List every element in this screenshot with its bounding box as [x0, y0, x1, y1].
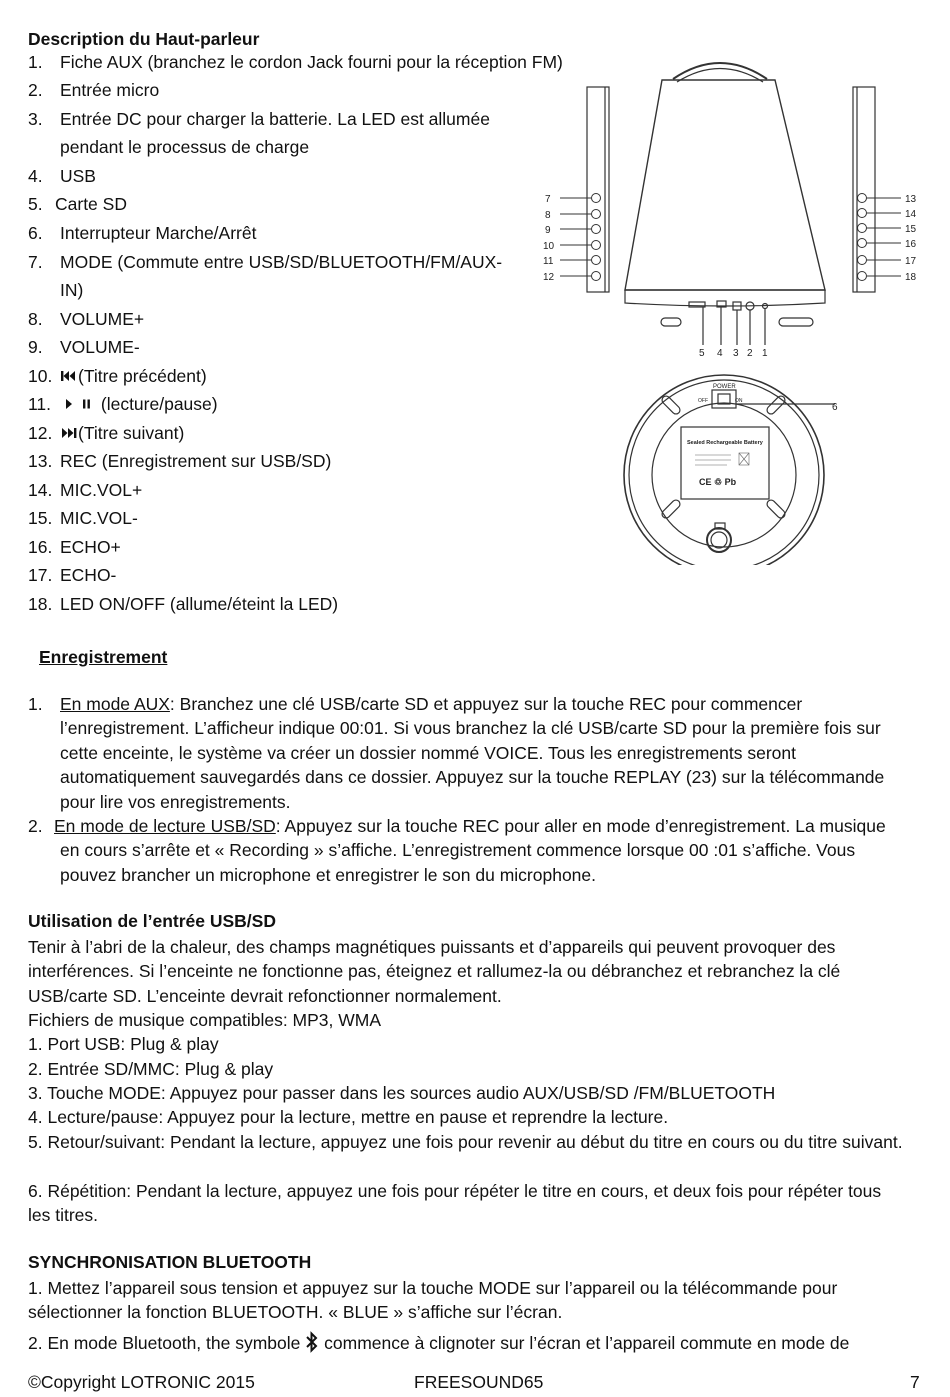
label-14: 14 [905, 209, 917, 220]
footer-copyright: ©Copyright LOTRONIC 2015 [28, 1372, 255, 1392]
list-number: 1. [28, 694, 43, 714]
list-text: pendant le processus de charge [60, 137, 310, 157]
right-buttons [858, 194, 902, 281]
previous-track-icon [60, 369, 78, 383]
list-number: 6. [28, 223, 43, 243]
list-text: Interrupteur Marche/Arrêt [60, 223, 257, 243]
list-text: ECHO- [60, 565, 117, 585]
right-labels [905, 194, 917, 283]
bluetooth-line-1: 1. Mettez l’appareil sous tension et appuyez sur la touche MODE sur l’appareil ou la télécommande pour sélectionner la fonction BLUETOOTH. « BLUE » s’affiche sur l’écran. [28, 1278, 838, 1323]
label-11: 11 [543, 256, 554, 267]
list-text: USB [60, 166, 96, 186]
list-text: VOLUME+ [60, 309, 145, 329]
list-number: 5. [28, 194, 43, 214]
battery-title: Sealed Rechargeable Battery [687, 440, 763, 446]
next-track-icon [60, 426, 78, 440]
list-number: 4. [28, 166, 43, 186]
paragraph-body [54, 814, 898, 887]
label-4: 4 [717, 348, 723, 359]
list-number: 13. [28, 451, 53, 471]
label-2: 2 [747, 348, 753, 359]
usb-line-1: 1. Port USB: Plug & play [28, 1034, 219, 1054]
label-16: 16 [905, 239, 917, 250]
list-number: 8. [28, 309, 43, 329]
usb-line-6: 6. Répétition: Pendant la lecture, appuyez une fois pour répéter le titre en cours, et deux fois pour répéter tous les titres. [28, 1181, 882, 1226]
power-switch [712, 390, 736, 408]
usb-sd-intro: Tenir à l’abri de la chaleur, des champs magnétiques puissants et d’appareils qui peuvent provoquer des interférences. Si l’enceinte ne fonctionne pas, éteignez et rallumez-la ou débranchez et rebranchez la clé USB/carte SD. L’enceinte devrait refonctionner normalement. [28, 937, 841, 1006]
speaker-bottom-view [624, 375, 835, 565]
label-1: 1 [762, 348, 768, 359]
list-number: 17. [28, 565, 53, 585]
label-12: 12 [543, 272, 555, 283]
list-text: Fiche AUX (branchez le cordon Jack fourni pour la réception FM) [60, 52, 563, 72]
list-text [60, 366, 207, 387]
bluetooth-line-2-start: 2. En mode Bluetooth, the symbole [28, 1333, 301, 1353]
paragraph-text: : Appuyez sur la touche REC pour aller en mode d’enregistrement. La musique en cours s’arrête et « Recording » s’affiche. L’enregistrement commence lorsque 00 :01 s’affiche. Vous pouvez brancher un microphone et enregistrer le son du microphone. [60, 816, 886, 885]
footer-model: FREESOUND65 [414, 1372, 544, 1392]
paragraph-body [60, 692, 898, 814]
list-text: MIC.VOL- [60, 508, 138, 528]
paragraph-text: : Branchez une clé USB/carte SD et appuyez sur la touche REC pour commencer l’enregistrement. L’afficheur indique 00:01. Si vous branchez la clé USB/carte SD pour la première fois sur cette enceinte, le système va créer un dossier nommé VOICE. Tous les enregistrements seront automatiquement sauvegardés dans ce dossier. Appuyez sur la touche REPLAY (23) sur la télécommande pour lire vos enregistrements. [60, 694, 885, 812]
list-number: 10. [28, 366, 53, 386]
battery-fine-print [695, 453, 749, 465]
off-text: OFF [698, 398, 708, 404]
on-text: ON [735, 398, 743, 404]
list-text: MODE (Commute entre USB/SD/BLUETOOTH/FM/AUX- [60, 252, 503, 272]
battery-marks: CE ♲ Pb [699, 477, 737, 487]
label-9: 9 [545, 225, 551, 236]
section-title-bluetooth: SYNCHRONISATION BLUETOOTH [28, 1252, 312, 1272]
list-number: 15. [28, 508, 53, 528]
bluetooth-icon [305, 1331, 319, 1353]
label-13: 13 [905, 194, 917, 205]
list-number: 11. [28, 394, 52, 414]
left-buttons [560, 194, 601, 281]
usb-line-5: 5. Retour/suivant: Pendant la lecture, appuyez une fois pour revenir au début du titre en cours ou du titre suivant. [28, 1132, 903, 1152]
underlined-term: En mode AUX [60, 694, 170, 714]
right-side-panel [853, 87, 875, 292]
power-text: POWER [713, 384, 736, 390]
list-text: Entrée micro [60, 80, 160, 100]
list-number: 9. [28, 337, 43, 357]
list-text: VOLUME- [60, 337, 140, 357]
list-number: 3. [28, 109, 43, 129]
list-text [64, 394, 218, 415]
list-number: 14. [28, 480, 53, 500]
label-3: 3 [733, 348, 739, 359]
footer-page-number: 7 [910, 1372, 920, 1392]
section-title-recording: Enregistrement [39, 647, 168, 667]
label-7: 7 [545, 194, 551, 205]
speaker-body [625, 80, 825, 290]
bluetooth-line-2-end: commence à clignoter sur l’écran et l’appareil commute en mode de [324, 1333, 850, 1353]
list-number: 2. [28, 816, 43, 836]
list-text-part: (Titre suivant) [78, 423, 185, 443]
recording-paragraph-2 [28, 814, 898, 887]
list-text [60, 423, 184, 444]
list-number: 18. [28, 594, 53, 614]
list-number: 12. [28, 423, 53, 443]
list-number: 1. [28, 52, 43, 72]
label-5: 5 [699, 348, 705, 359]
speaker-base [625, 290, 825, 306]
battery-label [681, 427, 769, 499]
bluetooth-line-2 [28, 1331, 849, 1354]
list-text-part: (lecture/pause) [100, 394, 218, 414]
list-number: 16. [28, 537, 53, 557]
bottom-labels [699, 348, 768, 359]
label-15: 15 [905, 224, 917, 235]
usb-line-3: 3. Touche MODE: Appuyez pour passer dans les sources audio AUX/USB/SD /FM/BLUETOOTH [28, 1083, 776, 1103]
list-number: 2. [28, 80, 43, 100]
list-text: REC (Enregistrement sur USB/SD) [60, 451, 332, 471]
list-text: Carte SD [55, 194, 127, 214]
list-text: MIC.VOL+ [60, 480, 143, 500]
recording-paragraph-1 [28, 692, 898, 814]
list-text: IN) [60, 280, 84, 300]
usb-line-2: 2. Entrée SD/MMC: Plug & play [28, 1059, 274, 1079]
right-foot [779, 318, 813, 326]
label-10: 10 [543, 241, 555, 252]
underlined-term: En mode de lecture USB/SD [54, 816, 276, 836]
left-side-panel [587, 87, 609, 292]
label-17: 17 [905, 256, 917, 267]
label-18: 18 [905, 272, 917, 283]
section-title-speaker-description: Description du Haut-parleur [28, 29, 260, 49]
label-8: 8 [545, 210, 551, 221]
left-foot [661, 318, 681, 326]
list-number: 7. [28, 252, 43, 272]
left-labels [543, 194, 555, 283]
list-text: Entrée DC pour charger la batterie. La LED est allumée [60, 109, 490, 129]
list-text: ECHO+ [60, 537, 121, 557]
compatible-formats: Fichiers de musique compatibles: MP3, WMA [28, 1010, 382, 1030]
list-text: LED ON/OFF (allume/éteint la LED) [60, 594, 339, 614]
label-6: 6 [832, 402, 838, 413]
list-text-part: (Titre précédent) [78, 366, 207, 386]
section-title-usb-sd: Utilisation de l’entrée USB/SD [28, 911, 276, 931]
speaker-diagram [535, 55, 935, 565]
usb-line-4: 4. Lecture/pause: Appuyez pour la lecture, mettre en pause et reprendre la lecture. [28, 1107, 669, 1127]
play-pause-icon [64, 397, 96, 411]
